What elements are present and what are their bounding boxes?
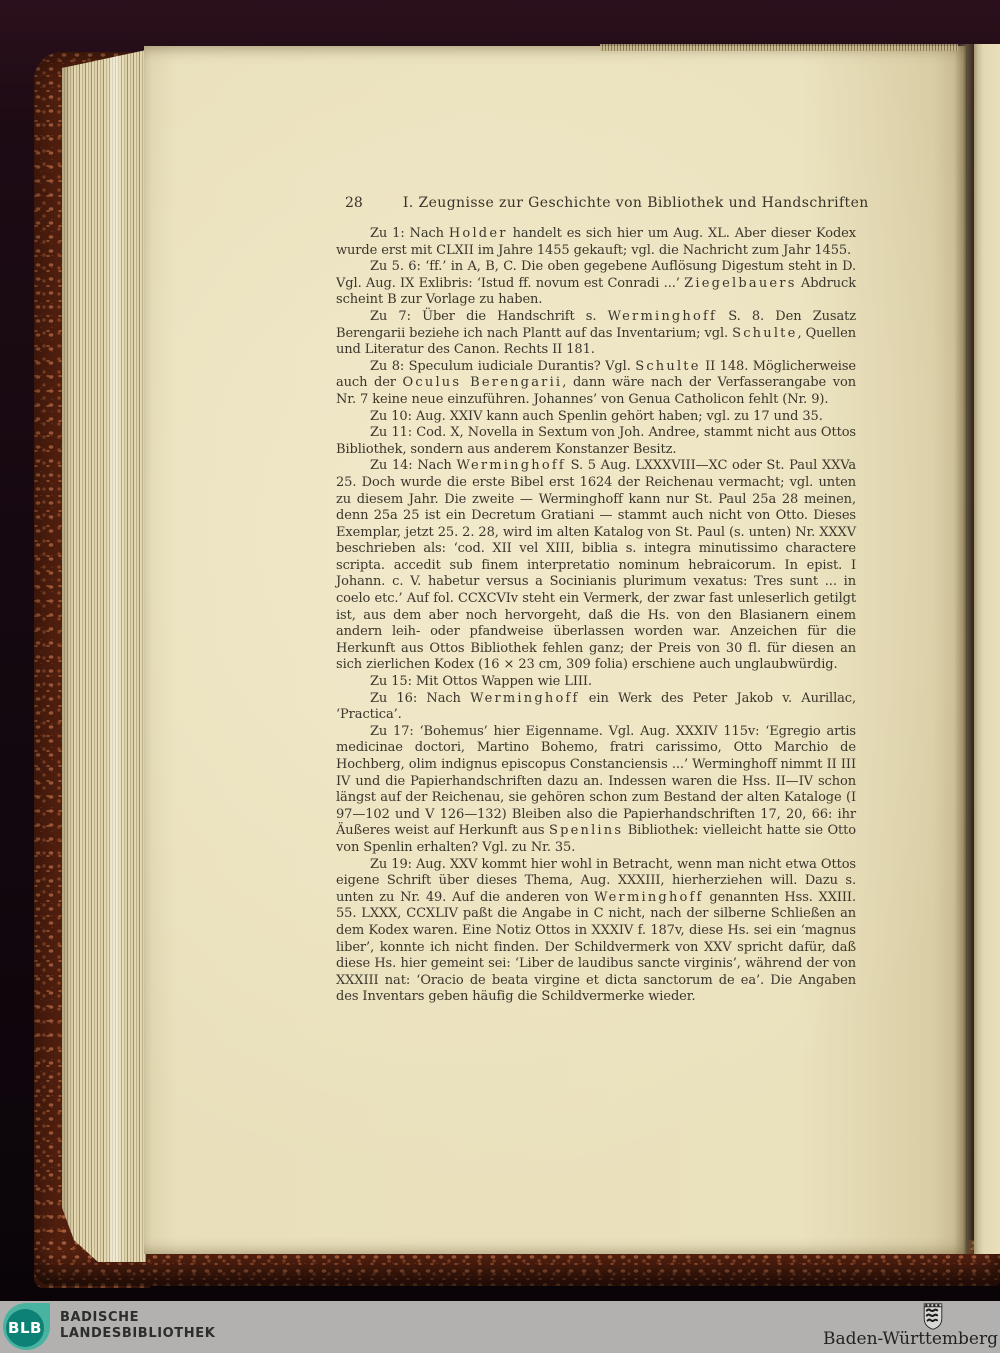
page-header: [345, 195, 867, 211]
page-number: 28: [345, 195, 363, 211]
letterspaced-name: Werminghoff: [470, 690, 580, 706]
annotation-paragraph: Zu 15: Mit Ottos Wappen wie LIII.: [370, 674, 592, 690]
letterspaced-name: Werminghoff: [456, 458, 566, 474]
annotation-paragraph: Zu 16: Nach Werminghoff ein Werk des Peter Jakob v. Aurillac, ‘Practica’.: [336, 690, 856, 723]
region-label: Baden-Württemberg: [823, 1329, 998, 1349]
annotation-paragraph: Zu 1: Nach Holder handelt es sich hier um Aug. XL. Aber dieser Kodex wurde erst mit CLXII im Jahre 1455 gekauft; vgl. die Nachricht zum Jahr 1455.: [336, 226, 856, 258]
blb-logo-icon: [6, 1309, 44, 1347]
annotation-paragraph: Zu 8: Speculum iudiciale Durantis? Vgl. Schulte II 148. Möglicherweise auch der Oculus Berengarii, dann wäre nach der Verfasserangabe von Nr. 7 keine neue einzuführen. Johannes’ von Genua Catholicon fehlt (Nr. 9).: [336, 358, 856, 407]
letterspaced-name: Schulte: [732, 325, 798, 341]
annotation-paragraph: Zu 11: Cod. X, Novella in Sextum von Joh. Andree, stammt nicht aus Ottos Bibliothek, sondern aus anderem Konstanzer Besitz.: [336, 425, 856, 457]
annotation-paragraph: Zu 19: Aug. XXV kommt hier wohl in Betracht, wenn man nicht etwa Ottos eigene Schrift über dieses Thema, Aug. XXXIII, hierherziehen will. Dazu s. unten zu Nr. 49. Auf die anderen von Werminghoff genannten Hss. XXIII. 55. LXXX, CCXLIV paßt die Angabe in C nicht, nach der silberne Schließen an dem Kodex waren. Eine Notiz Ottos in XXXIV f. 187v, diese Hs. sei ein ‘magnus liber’, konnte ich nicht finden. Der Schildvermerk von XXV spricht dafür, daß diese Hs. hier gemeint sei: ‘Liber de laudibus sancte virginis’, während der von XXXIII nat: ‘Oracio de beata virgine et dicta sanctorum de ea’. Die Angaben des Inventars geben häufig die Schildvermerke wieder.: [336, 856, 857, 1005]
letterspaced-name: Schulte: [635, 358, 701, 374]
annotation-paragraph: Zu 10: Aug. XXIV kann auch Spenlin gehört haben; vgl. zu 17 und 35.: [370, 408, 823, 424]
blb-logo[interactable]: [3, 1303, 50, 1350]
letterspaced-name: Oculus Berengarii: [402, 375, 563, 391]
annotation-paragraph: Zu 5. 6: ‘ff.’ in A, B, C. Die oben gegebene Auflösung Digestum steht in D. Vgl. Aug. IX Exlibris: ‘Istud ff. novum est Conradi ...’ Ziegelbauers Abdruck scheint B zur Vorlage zu haben.: [336, 259, 856, 308]
letterspaced-name: Werminghoff: [607, 308, 718, 324]
page-text: [336, 226, 856, 1006]
blb-logo-text: BLB: [8, 1319, 42, 1337]
letterspaced-name: Holder: [448, 226, 508, 241]
running-header: I. Zeugnisse zur Geschichte von Bibliothek und Handschriften: [402, 195, 869, 211]
page-fore-edge-stack: [62, 50, 146, 1262]
library-footer-bar: [0, 1301, 1000, 1353]
scanned-page: [144, 46, 966, 1254]
coat-of-arms-icon: [923, 1303, 943, 1330]
library-name-line1: BADISCHE: [60, 1310, 140, 1325]
annotation-paragraph: Zu 14: Nach Werminghoff S. 5 Aug. LXXXVIII—XC oder St. Paul XXVa 25. Doch wurde die erste Bibel erst 1624 der Reichenau vermacht; vgl. unten zu diesem Jahr. Die zweite — Werminghoff kann nur St. Paul 25a 28 meinen, denn 25a 25 ist ein Decretum Gratiani — stammt auch nicht von Otto. Dieses Exemplar, jetzt 25. 2. 28, wird im alten Katalog von St. Paul (s. unten) Nr. XXXV beschrieben als: ‘cod. XII vel XIII, biblia s. integra minutissimo charactere scripta. accedit sub finem interpretatio nominum hebraicorum. In epist. I Johann. c. V. habetur versus a Socinianis plurimum vexatus: Tres sunt ... in coelo etc.’ Auf fol. CCXCVIv steht ein Vermerk, der zwar fast unleserlich getilgt ist, aus dem aber noch hervorgeht, daß die Hs. von den Blasianern einem andern leih- oder pfandweise überlassen worden war. Anzeichen für die Herkunft aus Ottos Bibliothek fehlen ganz; der Preis von 30 fl. für diesen an sich zierlichen Kodex (16 × 23 cm, 309 folia) erschiene auch unglaubwürdig.: [336, 458, 856, 673]
letterspaced-name: Spenlins: [548, 823, 624, 839]
letterspaced-name: Ziegelbauers: [684, 275, 797, 291]
page-top-edge: [600, 44, 958, 51]
book-gutter-shadow: [954, 44, 978, 1254]
library-name: [60, 1310, 215, 1342]
annotation-paragraph: Zu 7: Über die Handschrift s. Werminghoff S. 8. Den Zusatz Berengarii beziehe ich nach Plantt auf das Inventarium; vgl. Schulte, Quellen und Literatur des Canon. Rechts II 181.: [336, 308, 856, 358]
annotation-paragraph: Zu 17: ‘Bohemus’ hier Eigenname. Vgl. Aug. XXXIV 115v: ‘Egregio artis medicinae doctori, Martino Bohemo, fratri carissimo, Otto Marchio de Hochberg, olim indignus episcopus Constanciensis ...’ Werminghoff nimmt II III IV und die Papierhandschriften dazu an. Indessen waren die Hss. II—IV schon längst auf der Reichenau, sie gehören schon zum Bestand der alten Kataloge (I 97—102 und V 126—132) Bleiben also die Papierhandschriften 17, 20, 66: ihr Äußeres weist auf Herkunft aus Spenlins Bibliothek: vielleicht hatte sie Otto von Spenlin erhalten? Vgl. zu Nr. 35.: [336, 723, 856, 855]
library-name-line2: LANDESBIBLIOTHEK: [60, 1326, 216, 1341]
letterspaced-name: Werminghoff: [594, 889, 704, 905]
